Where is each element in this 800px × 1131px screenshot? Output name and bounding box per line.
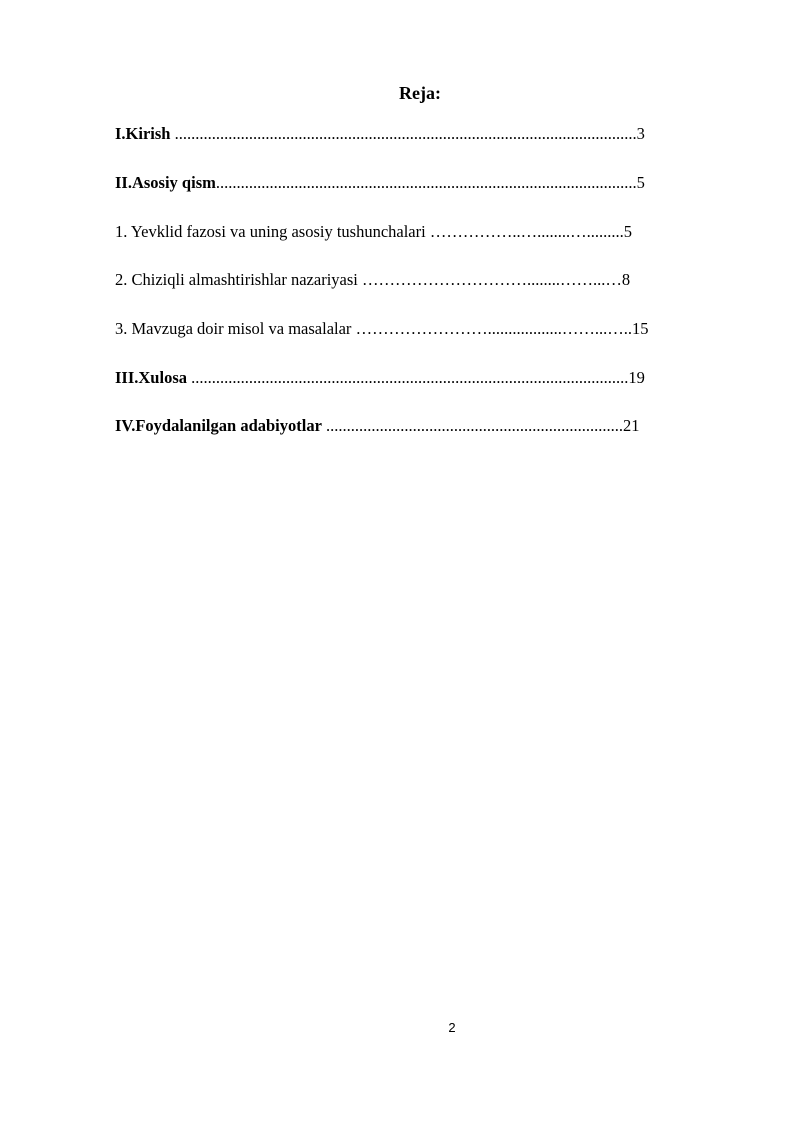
toc-leader: ……………..…........…......... xyxy=(429,222,624,241)
toc-item-xulosa xyxy=(115,368,645,388)
toc-item-kirish xyxy=(115,124,645,144)
toc-heading: IV.Foydalanilgan adabiyotlar xyxy=(115,416,322,435)
toc-heading: III.Xulosa xyxy=(115,368,187,387)
toc-page: 19 xyxy=(628,368,645,387)
toc-leader: ...................................................................................................... xyxy=(215,173,637,192)
toc-page: 5 xyxy=(636,173,645,192)
toc-item-chiziqli-almashtirishlar xyxy=(115,270,630,290)
toc-text: 3. Mavzuga doir misol va masalalar xyxy=(115,319,356,338)
toc-leader: ……………………..................……...….. xyxy=(355,319,632,338)
toc-text: 1. Yevklid fazosi va uning asosiy tushunchalari xyxy=(115,222,430,241)
toc-text: 2. Chiziqli almashtirishlar nazariyasi xyxy=(115,270,362,289)
toc-item-yevklid-fazosi xyxy=(115,222,632,242)
toc-item-adabiyotlar xyxy=(115,416,640,436)
toc-item-asosiy-qism xyxy=(115,173,645,193)
toc-page: 8 xyxy=(621,270,631,289)
toc-leader: ........................................................................ xyxy=(321,416,624,435)
toc-heading: I.Kirish xyxy=(115,124,171,143)
toc-heading: II.Asosiy qism xyxy=(115,173,216,192)
toc-item-misol-masalalar xyxy=(115,319,648,339)
toc-leader: ................................................................................................................ xyxy=(170,124,637,143)
toc-page: 21 xyxy=(623,416,640,435)
toc-leader: .......................................................................................................... xyxy=(187,368,629,387)
page-number: 2 xyxy=(448,1020,456,1035)
toc-leader: …………………………........……...… xyxy=(361,270,622,289)
page-title: Reja: xyxy=(399,83,441,103)
toc-page: 15 xyxy=(631,319,649,338)
toc-page: 5 xyxy=(623,222,632,241)
toc-page: 3 xyxy=(636,124,645,143)
